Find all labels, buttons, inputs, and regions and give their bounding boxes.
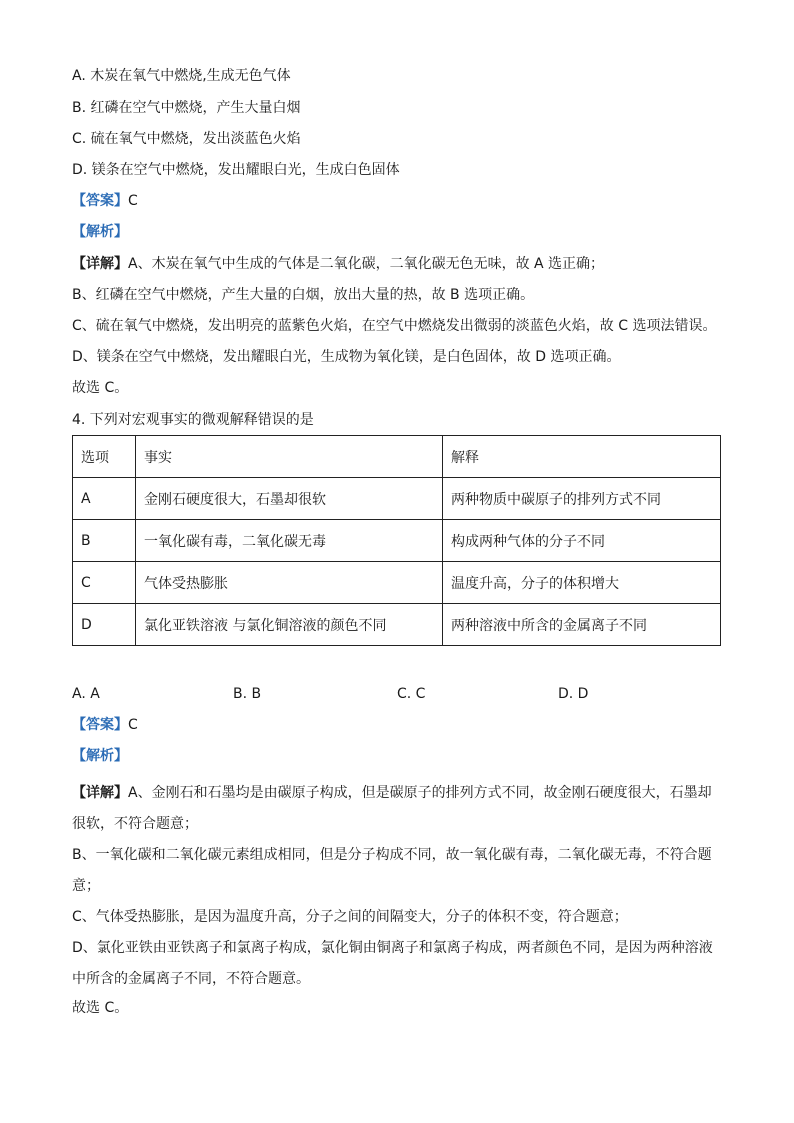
q3-detail-tag: 【详解】 <box>72 256 128 272</box>
q3-detail-a-text: A、木炭在氧气中生成的气体是二氧化碳，二氧化碳无色无味，故 A 选正确； <box>128 256 605 272</box>
table-row <box>73 478 721 520</box>
table-row <box>73 562 721 604</box>
table-row <box>73 604 721 646</box>
row-option: B <box>73 520 136 562</box>
q4-analysis-tag: 【解析】 <box>72 748 128 764</box>
row-option: A <box>73 478 136 520</box>
q3-option-a: A. 木炭在氧气中燃烧,生成无色气体 <box>72 68 291 84</box>
q4-choice-a: A. A <box>72 686 100 702</box>
q3-option-d: D. 镁条在空气中燃烧，发出耀眼白光，生成白色固体 <box>72 162 400 178</box>
q4-answer-value: C <box>128 717 138 733</box>
header-fact: 事实 <box>136 436 443 478</box>
q3-detail-a <box>72 254 604 274</box>
q3-detail-b: B、红磷在空气中燃烧，产生大量的白烟，放出大量的热，故 B 选项正确。 <box>72 287 535 303</box>
q3-answer-value: C <box>128 193 138 209</box>
q3-conclusion: 故选 C。 <box>72 380 129 396</box>
q4-choice-d: D. D <box>558 686 589 702</box>
q3-option-b: B. 红磷在空气中燃烧，产生大量白烟 <box>72 100 301 116</box>
row-fact: 气体受热膨胀 <box>136 562 443 604</box>
row-option: C <box>73 562 136 604</box>
header-option: 选项 <box>73 436 136 478</box>
q4-choices <box>72 684 722 704</box>
q4-stem: 4. 下列对宏观事实的微观解释错误的是 <box>72 412 314 428</box>
table-header-row <box>73 436 721 478</box>
row-explanation: 两种物质中碳原子的排列方式不同 <box>443 478 721 520</box>
q4-detail-tag: 【详解】 <box>72 785 128 801</box>
q4-table <box>72 435 721 646</box>
row-fact: 一氧化碳有毒，二氧化碳无毒 <box>136 520 443 562</box>
q3-analysis-tag: 【解析】 <box>72 224 128 240</box>
q4-choice-c: C. C <box>397 686 426 702</box>
row-explanation: 构成两种气体的分子不同 <box>443 520 721 562</box>
q3-option-c: C. 硫在氧气中燃烧，发出淡蓝色火焰 <box>72 131 301 147</box>
q4-detail-c: C、气体受热膨胀，是因为温度升高，分子之间的间隔变大，分子的体积不变，符合题意； <box>72 909 628 925</box>
q4-analysis-line <box>72 746 128 766</box>
q4-detail-a <box>72 778 722 840</box>
row-explanation: 温度升高，分子的体积增大 <box>443 562 721 604</box>
row-explanation: 两种溶液中所含的金属离子不同 <box>443 604 721 646</box>
header-explanation: 解释 <box>443 436 721 478</box>
q4-conclusion: 故选 C。 <box>72 1000 129 1016</box>
q4-detail-d: D、氯化亚铁由亚铁离子和氯离子构成，氯化铜由铜离子和氯离子构成，两者颜色不同，是因为两种溶液中所含的金属离子不同，不符合题意。 <box>72 940 713 987</box>
q4-answer-line <box>72 715 138 735</box>
row-option: D <box>73 604 136 646</box>
row-fact: 氯化亚铁溶液 与氯化铜溶液的颜色不同 <box>136 604 443 646</box>
table-row <box>73 520 721 562</box>
q4-detail-b: B、一氧化碳和二氧化碳元素组成相同，但是分子构成不同，故一氧化碳有毒，二氧化碳无毒，不符合题意； <box>72 847 712 894</box>
q3-detail-d: D、镁条在空气中燃烧，发出耀眼白光，生成物为氧化镁，是白色固体，故 D 选项正确。 <box>72 349 621 365</box>
q3-analysis-line <box>72 222 128 242</box>
q4-choice-b: B. B <box>233 686 262 702</box>
q3-detail-c: C、硫在氧气中燃烧，发出明亮的蓝紫色火焰，在空气中燃烧发出微弱的淡蓝色火焰，故 C 选项法错误。 <box>72 318 717 334</box>
q3-answer-line <box>72 191 138 211</box>
q4-answer-tag: 【答案】 <box>72 717 128 733</box>
q3-answer-tag: 【答案】 <box>72 193 128 209</box>
q4-detail-a-text: A、金刚石和石墨均是由碳原子构成，但是碳原子的排列方式不同，故金刚石硬度很大，石墨却很软，不符合题意； <box>72 785 712 832</box>
row-fact: 金刚石硬度很大，石墨却很软 <box>136 478 443 520</box>
